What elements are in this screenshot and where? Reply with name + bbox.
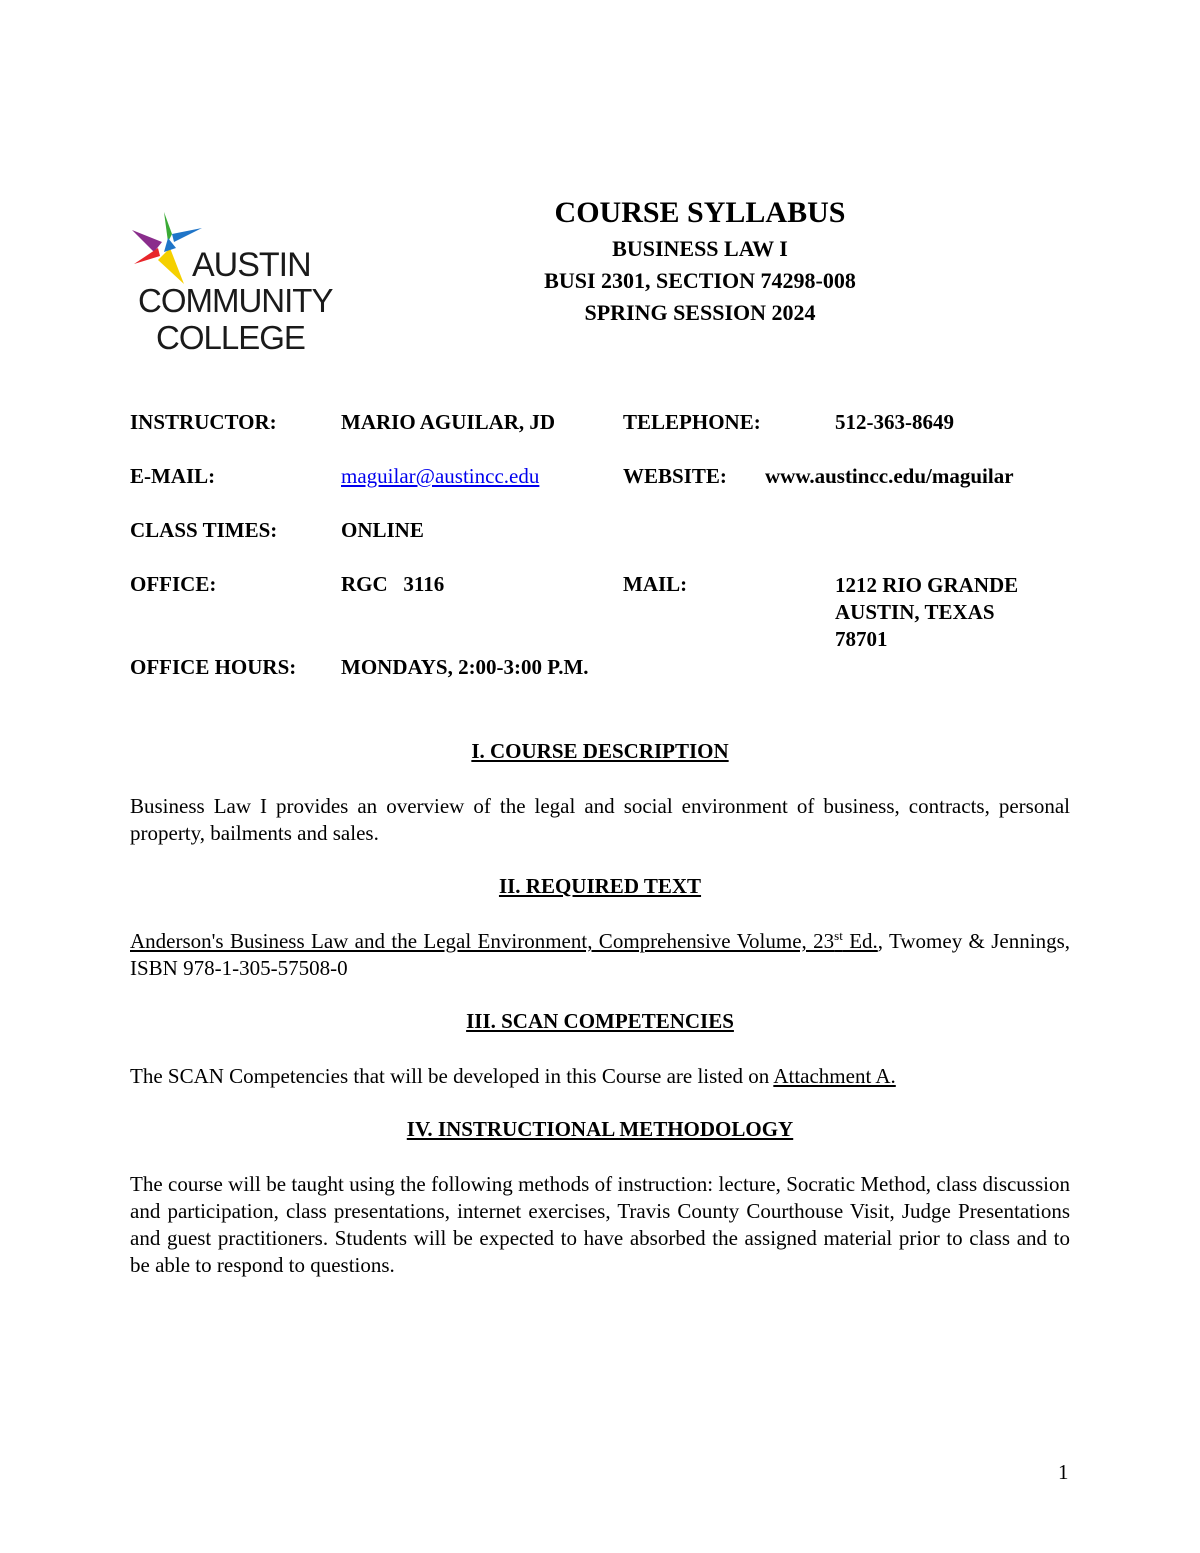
office-hours-label: OFFICE HOURS: <box>130 655 297 679</box>
section-heading-course-description: I. COURSE DESCRIPTION <box>471 739 729 763</box>
mail-label: MAIL: <box>623 572 688 596</box>
telephone-value: 512-363-8649 <box>835 410 954 434</box>
textbook-edition: Ed. <box>842 929 878 953</box>
office-value: RGC 3116 <box>341 572 445 596</box>
mail-line-3: 78701 <box>835 627 888 651</box>
website-label: WEBSITE: <box>623 464 727 488</box>
course-session: SPRING SESSION 2024 <box>584 300 816 325</box>
required-text-paragraph <box>130 928 1070 982</box>
page-number: 1 <box>1058 1460 1069 1484</box>
instructor-label: INSTRUCTOR: <box>130 410 277 434</box>
scan-text: The SCAN Competencies that will be developed in this Course are listed on <box>130 1064 774 1088</box>
instructional-methodology-text: The course will be taught using the following methods of instruction: lecture, Socratic Method, class discussion and participation, class presentations, internet exercises, Travis County Courthouse Visit, Judge Presentations and guest practitioners. Students will be expected to have absorbed the assigned material prior to class and to be able to respond to questions. <box>130 1172 1070 1277</box>
textbook-edition-sup: st <box>834 928 843 943</box>
logo-austin-text: AUSTIN <box>192 246 311 284</box>
telephone-label: TELEPHONE: <box>623 410 761 434</box>
class-times-label: CLASS TIMES: <box>130 518 278 542</box>
office-hours-value: MONDAYS, 2:00-3:00 P.M. <box>341 655 589 679</box>
course-description-text: Business Law I provides an overview of the legal and social environment of business, contracts, personal property, bailments and sales. <box>130 794 1070 845</box>
section-heading-instructional-methodology: IV. INSTRUCTIONAL METHODOLOGY <box>406 1117 794 1141</box>
textbook-title-text: Anderson's Business Law and the Legal Environment, Comprehensive Volume, 23 <box>130 929 835 953</box>
college-logo <box>128 208 333 356</box>
email-label: E-MAIL: <box>130 464 216 488</box>
class-times-value: ONLINE <box>341 518 424 542</box>
instructor-value: MARIO AGUILAR, JD <box>341 410 556 434</box>
section-heading-required-text: II. REQUIRED TEXT <box>498 874 702 898</box>
course-name: BUSINESS LAW I <box>612 236 788 261</box>
mail-line-2: AUSTIN, TEXAS <box>835 600 995 624</box>
logo-college-text: COLLEGE <box>156 319 305 356</box>
logo-community-text: COMMUNITY <box>138 282 333 319</box>
email-value <box>341 464 539 489</box>
attachment-a-link[interactable]: Attachment A. <box>773 1064 896 1088</box>
email-link[interactable]: maguilar@austincc.edu <box>341 464 540 488</box>
document-title: COURSE SYLLABUS <box>554 196 846 229</box>
section-heading-scan-competencies: III. SCAN COMPETENCIES <box>466 1009 734 1033</box>
course-section: BUSI 2301, SECTION 74298-008 <box>544 268 856 293</box>
textbook-title <box>130 929 878 953</box>
mail-address <box>835 572 1018 653</box>
scan-competencies-text <box>130 1063 1070 1090</box>
textbook-authors-isbn: , Twomey & Jennings, ISBN 978-1-305-57508-0 <box>130 929 1071 980</box>
website-value: www.austincc.edu/maguilar <box>765 464 1014 488</box>
mail-line-1: 1212 RIO GRANDE <box>835 573 1019 597</box>
office-label: OFFICE: <box>130 572 217 596</box>
